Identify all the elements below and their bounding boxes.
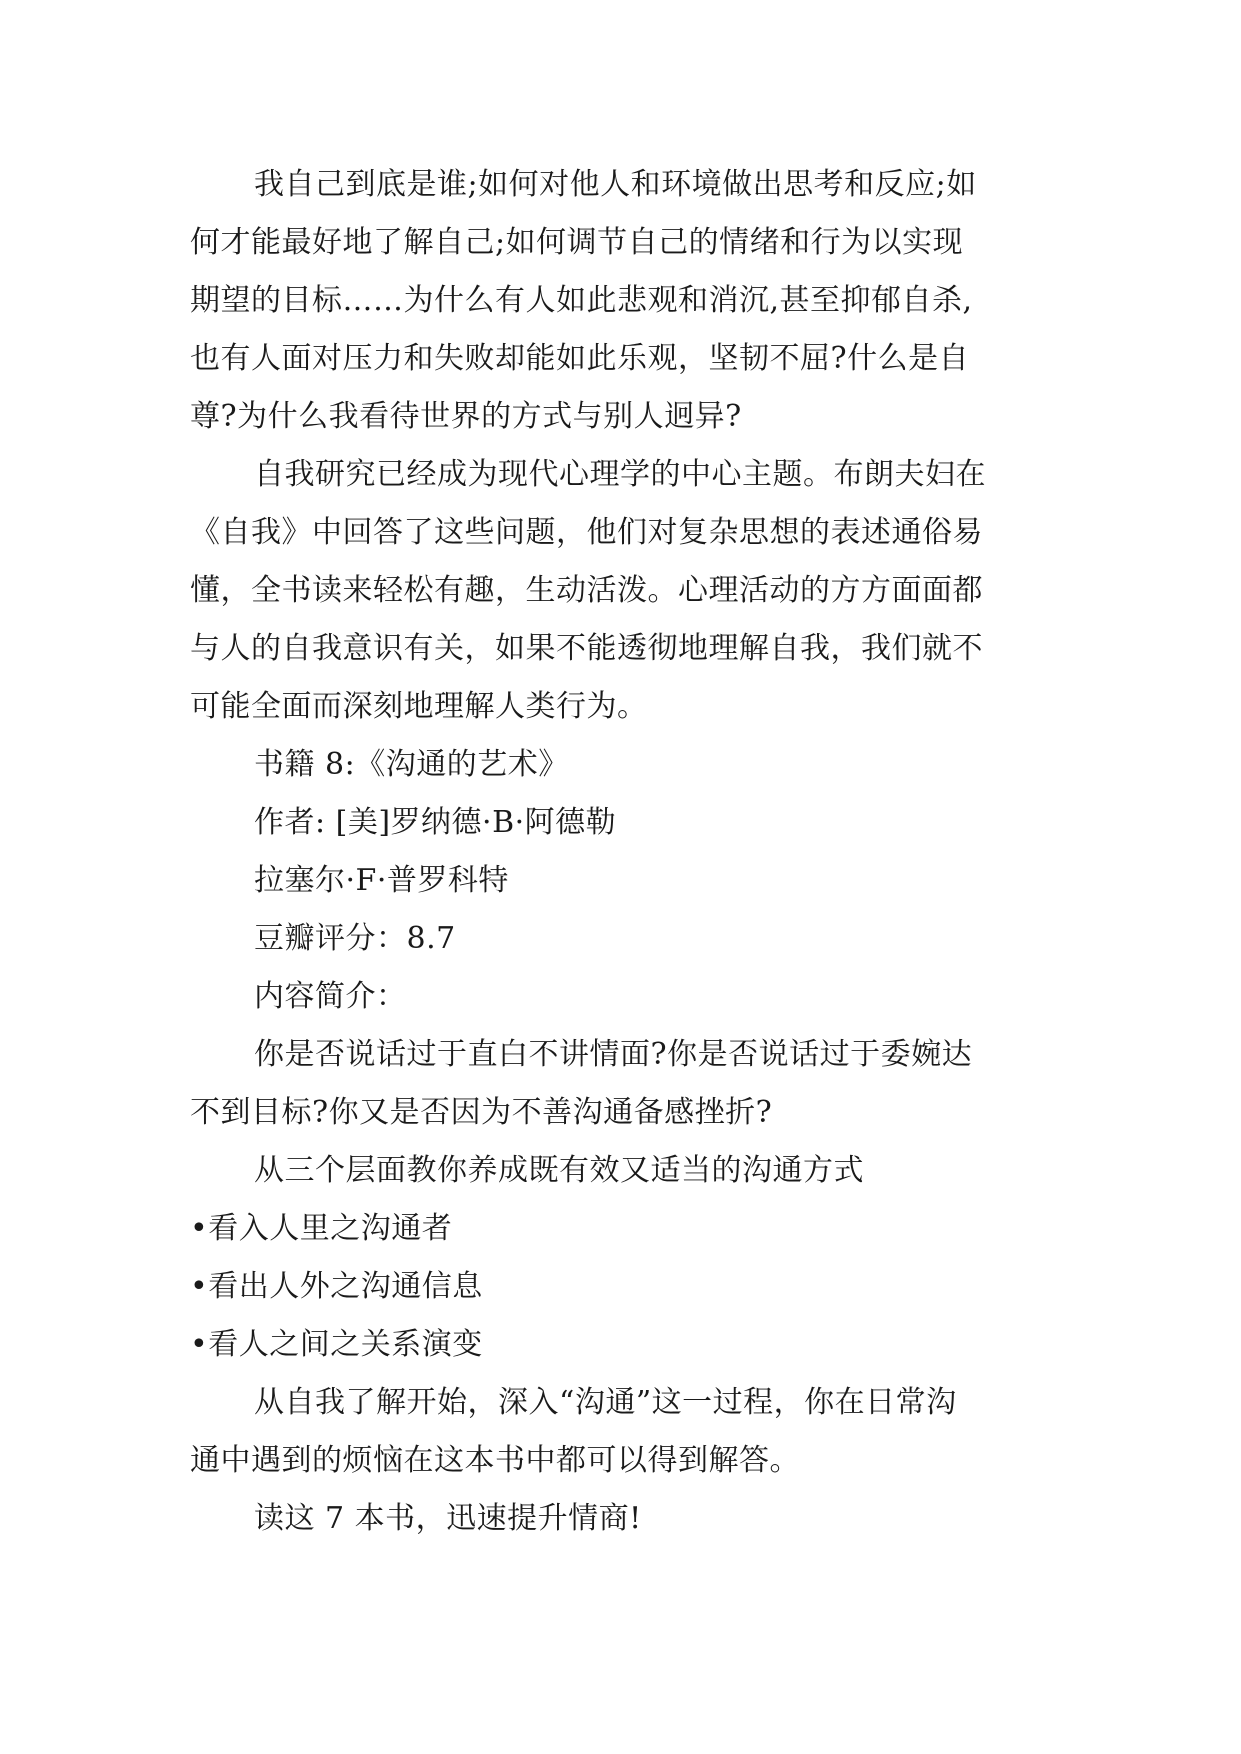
text-line: 与人的自我意识有关，如果不能透彻地理解自我，我们就不 [190,631,983,666]
text-line: 从三个层面教你养成既有效又适当的沟通方式 [254,1153,864,1188]
author-line: 作者: [美]罗纳德·B·阿德勒 [254,805,617,840]
author-line: 拉塞尔·F·普罗科特 [254,863,509,898]
text-line: 尊?为什么我看待世界的方式与别人迥异? [190,399,742,434]
text-line: 自我研究已经成为现代心理学的中心主题。布朗夫妇在 [254,457,986,492]
bullet-item: •看人之间之关系演变 [190,1327,483,1362]
bullet-item: •看入人里之沟通者 [190,1211,453,1246]
text-line: 从自我了解开始，深入“沟通”这一过程，你在日常沟 [254,1385,957,1420]
text-line: 《自我》中回答了这些问题，他们对复杂思想的表述通俗易 [190,515,983,550]
text-line: 不到目标?你又是否因为不善沟通备感挫折? [190,1095,773,1130]
text-line: 期望的目标……为什么有人如此悲观和消沉,甚至抑郁自杀, [190,283,973,318]
text-line: 懂，全书读来轻松有趣，生动活泼。心理活动的方方面面都 [190,573,983,608]
document-body [190,156,1090,1548]
text-line: 我自己到底是谁;如何对他人和环境做出思考和反应;如 [254,167,977,202]
text-line: 你是否说话过于直白不讲情面?你是否说话过于委婉达 [254,1037,973,1072]
text-line: 可能全面而深刻地理解人类行为。 [190,689,648,724]
book-title-heading: 书籍 8:《沟通的艺术》 [254,747,569,782]
summary-label: 内容简介： [254,979,407,1014]
rating-line: 豆瓣评分：8.7 [254,921,456,956]
closing-line: 读这 7 本书，迅速提升情商! [254,1501,642,1536]
text-line: 也有人面对压力和失败却能如此乐观，坚韧不屈?什么是自 [190,341,970,376]
bullet-item: •看出人外之沟通信息 [190,1269,483,1304]
text-line: 通中遇到的烦恼在这本书中都可以得到解答。 [190,1443,800,1478]
text-line: 何才能最好地了解自己;如何调节自己的情绪和行为以实现 [190,225,964,260]
